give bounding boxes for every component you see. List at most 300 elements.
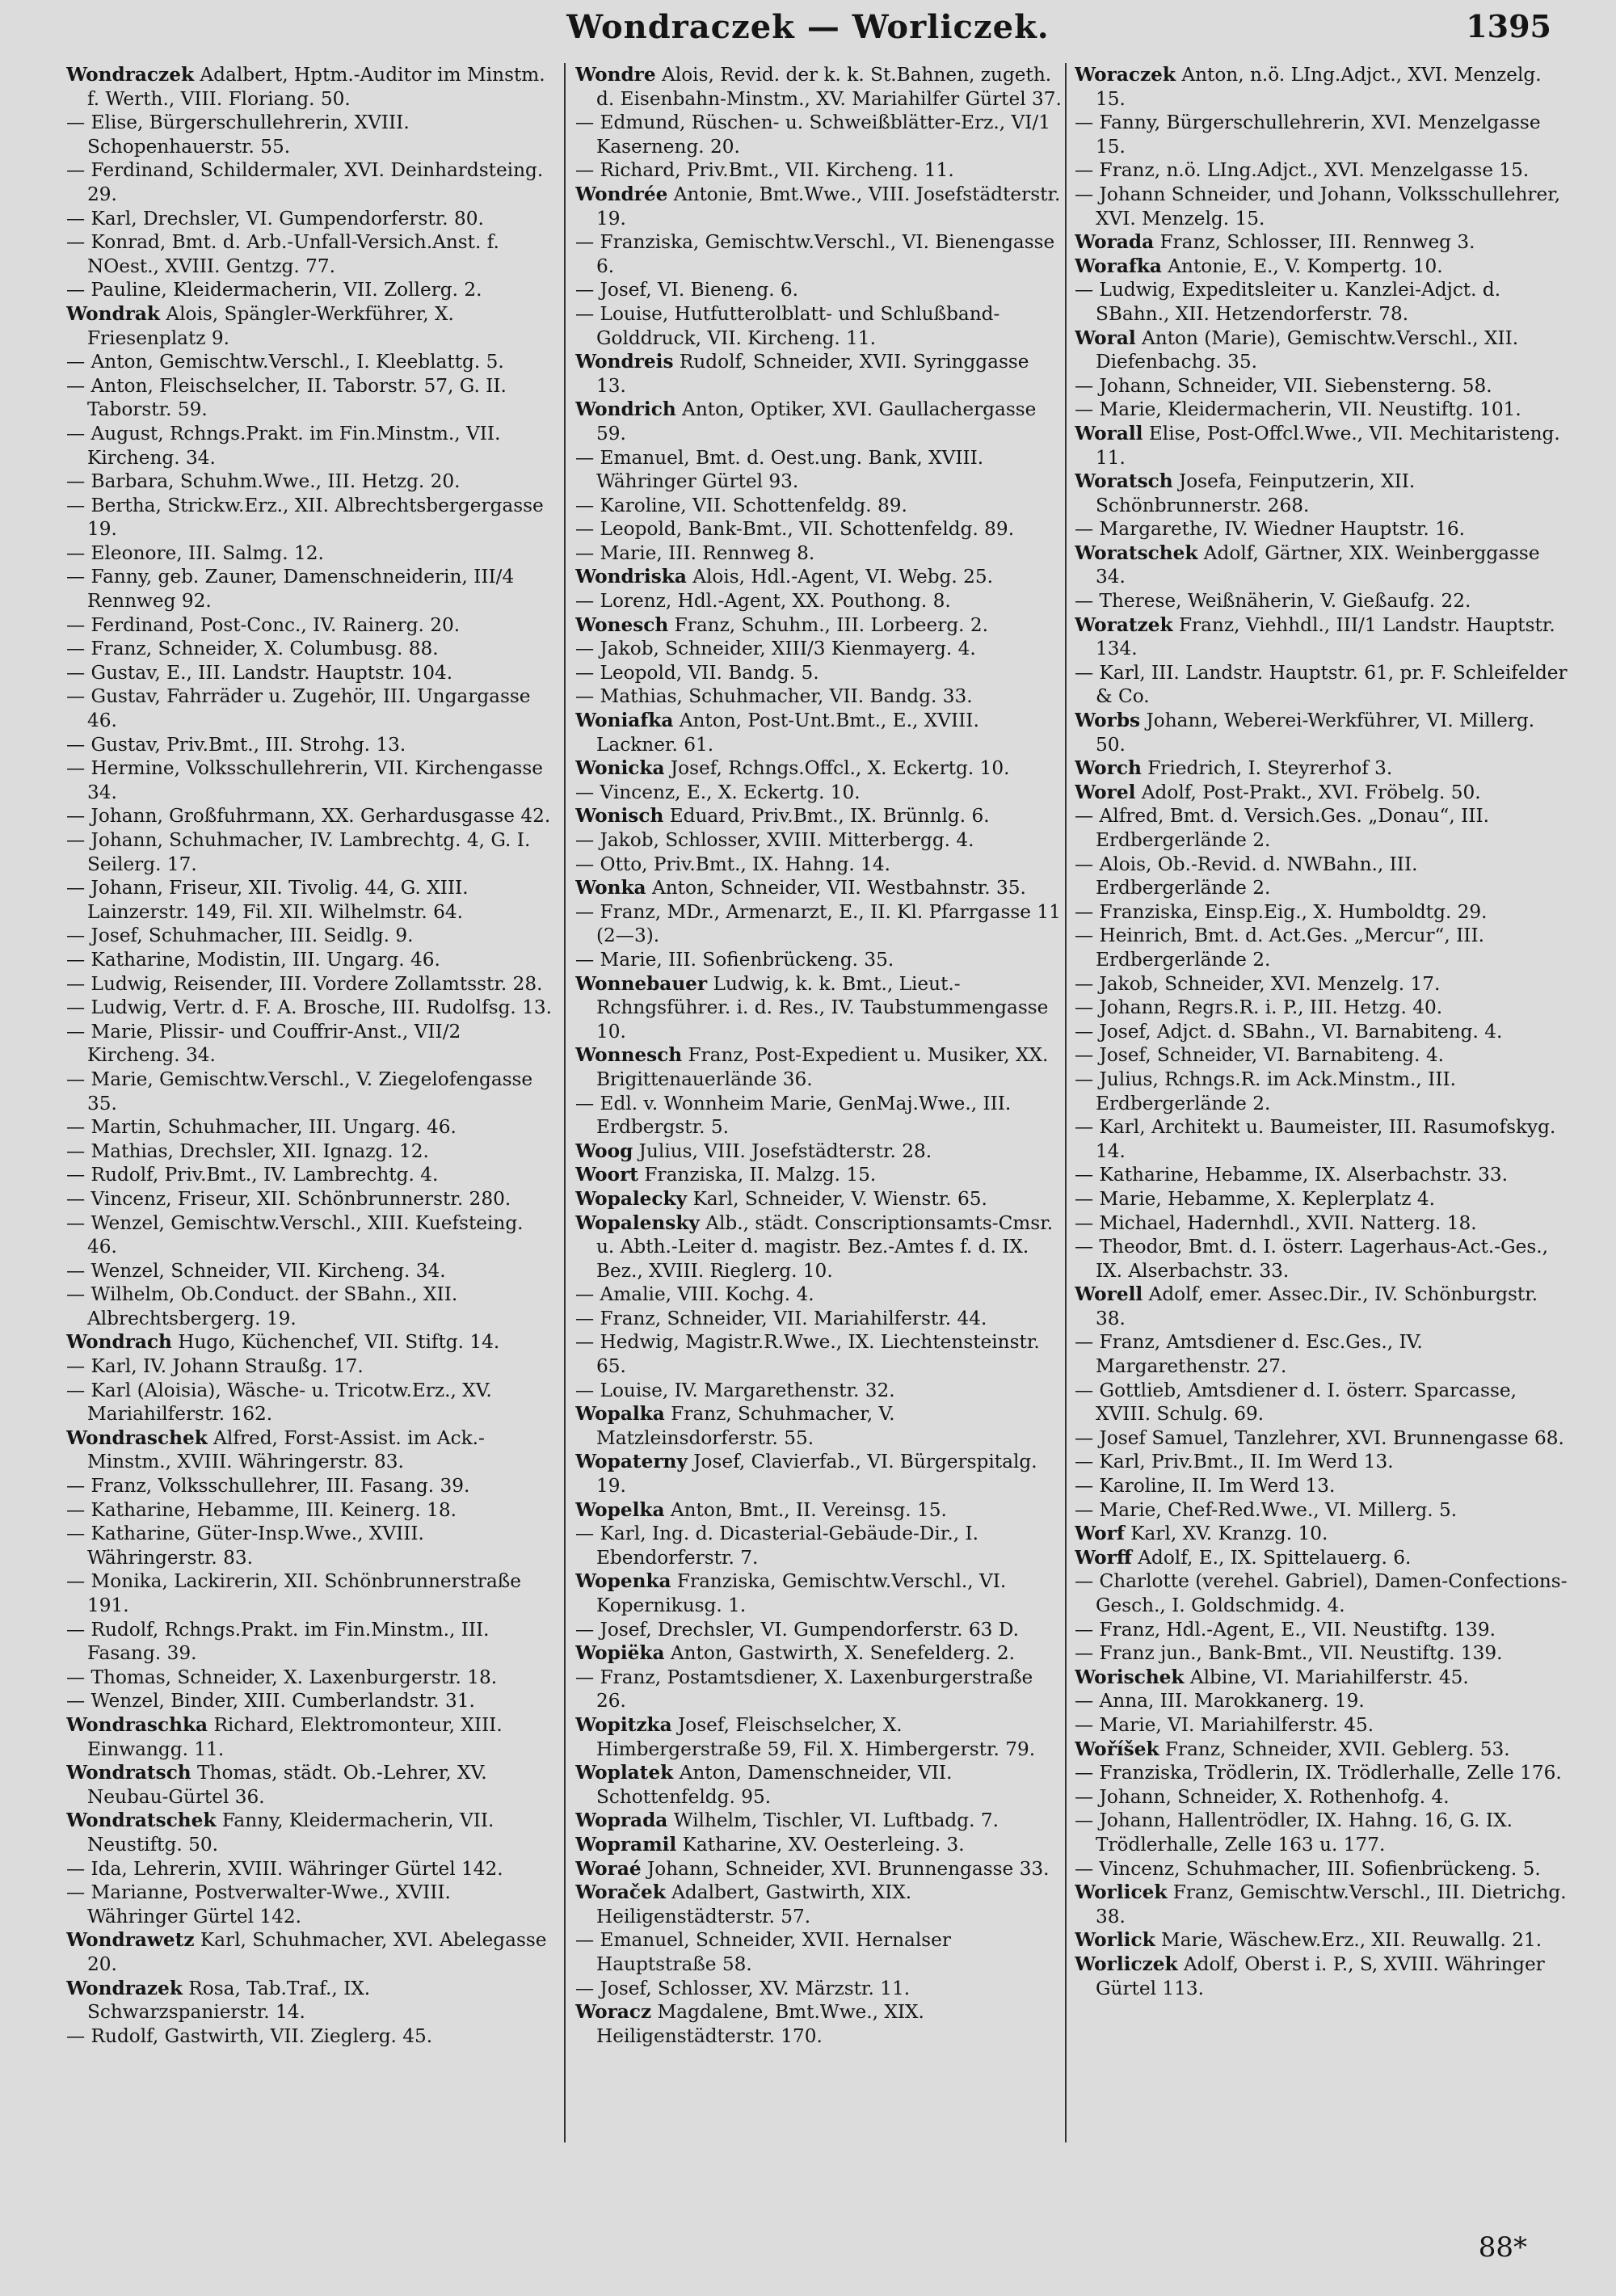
directory-entry [66, 1713, 555, 1761]
entry-text: — Johann Schneider, und Johann, Volksschullehrer, XVI. Menzelg. 15. [1075, 183, 1561, 230]
entry-text: Wilhelm, Tischler, VI. Luftbadg. 7. [673, 1809, 999, 1832]
entry-text: Magdalene, Bmt.Wwe., XIX. Heiligenstädterstr. 170. [596, 2001, 924, 2047]
directory-entry [1075, 756, 1568, 781]
directory-entry [1075, 63, 1568, 111]
directory-entry [66, 541, 555, 566]
directory-entry [66, 828, 555, 876]
directory-entry [575, 1163, 1064, 1187]
entry-text: Anton, Bmt., II. Vereinsg. 15. [670, 1498, 947, 1521]
entry-text: — Alois, Ob.-Revid. d. NWBahn., III. Erdbergerlände 2. [1075, 853, 1418, 899]
directory-entry [66, 1259, 555, 1283]
directory-entry [66, 613, 555, 638]
entry-text: — Marie, VI. Mariahilferstr. 45. [1075, 1713, 1374, 1736]
entry-text: Adolf, E., IX. Spittelauerg. 6. [1138, 1546, 1412, 1569]
page-header [0, 5, 1616, 53]
entry-surname: Wondraczek [66, 64, 195, 86]
entry-text: Franz, Schuhmacher, V. Matzleinsdorferstr. 55. [596, 1403, 895, 1449]
directory-entry [575, 661, 1064, 685]
directory-entry [66, 1569, 555, 1617]
printer-signature: 88* [1478, 2231, 1527, 2264]
entry-text: — Edmund, Rüschen- u. Schweißblätter-Erz., VI/1 Kaserneng. 20. [575, 112, 1050, 158]
entry-text: — Leopold, VII. Bandg. 5. [575, 661, 819, 684]
entry-text: — Franz, Schneider, VII. Mariahilferstr. 44. [575, 1307, 987, 1329]
directory-entry [575, 828, 1064, 853]
entry-text: — Josef, Schneider, VI. Barnabiteng. 4. [1075, 1044, 1444, 1067]
entry-text: — Emanuel, Schneider, XVII. Hernalser Hauptstraße 58. [575, 1929, 951, 1975]
entry-text: — Katharine, Hebamme, IX. Alserbachstr. 33. [1075, 1164, 1508, 1186]
directory-entry [575, 1043, 1064, 1091]
directory-entry [66, 494, 555, 541]
directory-entry [1075, 1450, 1568, 1474]
entry-text: Friedrich, I. Steyrerhof 3. [1147, 757, 1393, 780]
entry-text: — Rudolf, Priv.Bmt., IV. Lambrechtg. 4. [66, 1164, 439, 1186]
directory-entry [1075, 996, 1568, 1020]
entry-text: — Marie, Kleidermacherin, VII. Neustiftg. 101. [1075, 398, 1521, 421]
directory-entry [1075, 1235, 1568, 1283]
entry-surname: Wopalecky [575, 1187, 688, 1210]
entry-text: Franz, Schneider, XVII. Geblerg. 53. [1164, 1738, 1510, 1760]
directory-entry [1075, 1761, 1568, 1785]
directory-entry [575, 1450, 1064, 1498]
directory-entry [66, 1857, 555, 1881]
directory-entry [66, 924, 555, 948]
entry-text: — August, Rchngs.Prakt. im Fin.Minstm., VII. Kircheng. 34. [66, 422, 501, 469]
entry-surname: Wonnebauer [575, 972, 708, 995]
directory-entry [66, 1761, 555, 1809]
entry-text: Johann, Weberei-Werkführer, VI. Millerg. 50. [1096, 710, 1535, 756]
entry-text: Franziska, Gemischtw.Verschl., VI. Kopernikusg. 1. [596, 1570, 1007, 1616]
column-divider [1065, 63, 1067, 2142]
entry-text: Marie, Wäschew.Erz., XII. Reuwallg. 21. [1161, 1929, 1542, 1952]
entry-text: — Marie, III. Rennweg 8. [575, 541, 815, 564]
entry-text: — Katharine, Hebamme, III. Keinerg. 18. [66, 1498, 457, 1521]
directory-entry [575, 565, 1064, 589]
directory-entry [575, 1881, 1064, 1928]
entry-text: — Vincenz, Schuhmacher, III. Sofienbrückeng. 5. [1075, 1857, 1541, 1880]
entry-surname: Worff [1075, 1546, 1132, 1569]
entry-text: Adalbert, Gastwirth, XIX. Heiligenstädterstr. 57. [596, 1881, 912, 1927]
directory-entry [1075, 374, 1568, 398]
directory-entry [575, 1761, 1064, 1809]
directory-entry [575, 398, 1064, 445]
entry-text: Rosa, Tab.Traf., IX. Schwarzspanierstr. 14. [87, 1977, 371, 2024]
entry-text: Alois, Revid. der k. k. St.Bahnen, zugeth. d. Eisenbahn-Minstm., XV. Mariahilfer Gürtel 37. [596, 64, 1062, 110]
directory-entry [575, 589, 1064, 613]
entry-text: Anton, Gastwirth, X. Senefelderg. 2. [670, 1642, 1015, 1665]
entry-surname: Worf [1075, 1523, 1125, 1545]
entry-text: — Marie, III. Sofienbrückeng. 35. [575, 948, 894, 971]
entry-text: — Franz, MDr., Armenarzt, E., II. Kl. Pfarrgasse 11 (2—3). [575, 900, 1061, 947]
directory-entry [66, 948, 555, 972]
entry-text: — Josef Samuel, Tanzlehrer, XVI. Brunnengasse 68. [1075, 1426, 1564, 1449]
entry-text: — Edl. v. Wonnheim Marie, GenMaj.Wwe., III. Erdbergstr. 5. [575, 1092, 1012, 1139]
directory-entry [1075, 111, 1568, 158]
directory-entry [575, 1713, 1064, 1761]
entry-text: — Rudolf, Rchngs.Prakt. im Fin.Minstm., III. Fasang. 39. [66, 1618, 490, 1665]
entry-surname: Wopenka [575, 1570, 671, 1593]
entry-text: — Johann, Großfuhrmann, XX. Gerhardusgasse 42. [66, 805, 551, 828]
directory-entry [66, 756, 555, 804]
directory-entry [575, 1330, 1064, 1378]
directory-entry [575, 1928, 1064, 1976]
directory-entry [1075, 1713, 1568, 1738]
entry-surname: Wondre [575, 64, 656, 86]
directory-entry [66, 1498, 555, 1523]
directory-entry [1075, 1928, 1568, 1953]
directory-entry [575, 183, 1064, 230]
entry-text: — Josef, Adjct. d. SBahn., VI. Barnabiteng. 4. [1075, 1020, 1503, 1043]
entry-text: — Elise, Bürgerschullehrerin, XVIII. Schopenhauerstr. 55. [66, 112, 410, 158]
directory-entry [575, 853, 1064, 877]
directory-entry [575, 1211, 1064, 1283]
entry-text: Franz, Schlosser, III. Rennweg 3. [1159, 231, 1475, 254]
entry-surname: Wondrée [575, 183, 668, 205]
entry-surname: Wopalensky [575, 1211, 700, 1234]
directory-entry [575, 613, 1064, 638]
directory-entry [575, 63, 1064, 111]
directory-entry [1075, 661, 1568, 709]
directory-entry [1075, 804, 1568, 852]
entry-text: — Franz, Volksschullehrer, III. Fasang. 39. [66, 1475, 470, 1498]
entry-surname: Wonisch [575, 805, 664, 828]
directory-entry [66, 1140, 555, 1164]
entry-surname: Worliczek [1075, 1953, 1178, 1975]
directory-entry [575, 1522, 1064, 1569]
entry-surname: Wondrach [66, 1331, 172, 1354]
entry-surname: Wopitzka [575, 1713, 672, 1736]
entry-surname: Wonicka [575, 757, 665, 780]
entry-surname: Woort [575, 1164, 639, 1186]
entry-surname: Wopaterny [575, 1451, 688, 1473]
directory-entry [575, 1641, 1064, 1666]
entry-text: Anton, Damenschneider, VII. Schottenfeldg. 95. [596, 1762, 953, 1808]
entry-text: Katharine, XV. Oesterleing. 3. [682, 1833, 965, 1856]
entry-text: — Karl, Priv.Bmt., II. Im Werd 13. [1075, 1451, 1394, 1473]
entry-text: — Thomas, Schneider, X. Laxenburgerstr. 18. [66, 1666, 498, 1688]
entry-text: Adolf, emer. Assec.Dir., IV. Schönburgstr. 38. [1096, 1283, 1538, 1329]
directory-entry [575, 1618, 1064, 1642]
entry-text: Johann, Schneider, XVI. Brunnengasse 33. [646, 1857, 1050, 1880]
directory-entry [66, 1928, 555, 1976]
directory-entry [575, 2000, 1064, 2048]
directory-entry [66, 470, 555, 494]
directory-entry [1075, 278, 1568, 326]
directory-entry [575, 900, 1064, 948]
entry-text: Josef, Fleischselcher, X. Himbergerstraße 59, Fil. X. Himbergerstr. 79. [596, 1713, 1036, 1760]
entry-text: Adolf, Oberst i. P., S, XVIII. Währinger Gürtel 113. [1096, 1953, 1545, 1999]
directory-entry [575, 781, 1064, 805]
directory-entry [66, 1426, 555, 1474]
directory-entry [66, 278, 555, 302]
directory-entry [1075, 1618, 1568, 1642]
directory-entry [1075, 470, 1568, 517]
directory-entry [66, 1115, 555, 1140]
directory-entry [66, 1354, 555, 1379]
column-2 [575, 63, 1064, 2175]
entry-text: — Johann, Regrs.R. i. P., III. Hetzg. 40. [1075, 996, 1443, 1019]
entry-text: — Jakob, Schneider, XVI. Menzelg. 17. [1075, 972, 1441, 995]
entry-text: — Wilhelm, Ob.Conduct. der SBahn., XII. Albrechtsbergerg. 19. [66, 1283, 458, 1329]
entry-text: — Margarethe, IV. Wiedner Hauptstr. 16. [1075, 518, 1466, 541]
directory-entry [1075, 1641, 1568, 1666]
entry-text: Josef, Rchngs.Offcl., X. Eckertg. 10. [670, 757, 1010, 780]
directory-entry [66, 996, 555, 1020]
directory-entry [1075, 1187, 1568, 1211]
directory-entry [1075, 853, 1568, 900]
directory-entry [1075, 1163, 1568, 1187]
entry-text: — Katharine, Güter-Insp.Wwe., XVIII. Währingerstr. 83. [66, 1523, 424, 1569]
entry-text: — Gustav, Priv.Bmt., III. Strohg. 13. [66, 733, 406, 756]
directory-entry [66, 1163, 555, 1187]
entry-text: — Karoline, VII. Schottenfeldg. 89. [575, 494, 907, 516]
entry-text: Karl, Schuhmacher, XVI. Abelegasse 20. [87, 1929, 547, 1975]
entry-text: — Monika, Lackirerin, XII. Schönbrunnerstraße 191. [66, 1570, 522, 1616]
entry-text: — Richard, Priv.Bmt., VII. Kircheng. 11. [575, 159, 954, 182]
directory-entry [66, 637, 555, 661]
entry-text: — Anton, Gemischtw.Verschl., I. Kleeblattg. 5. [66, 351, 504, 373]
entry-surname: Woniafka [575, 710, 674, 732]
entry-text: — Leopold, Bank-Bmt., VII. Schottenfeldg. 89. [575, 518, 1015, 541]
directory-entry [575, 1809, 1064, 1833]
directory-entry [66, 207, 555, 231]
directory-entry [1075, 541, 1568, 589]
directory-entry [66, 302, 555, 350]
entry-text: — Josef, Schuhmacher, III. Seidlg. 9. [66, 925, 414, 947]
directory-entry [575, 111, 1064, 158]
directory-entry [66, 1881, 555, 1928]
entry-surname: Woral [1075, 326, 1136, 349]
entry-text: — Ludwig, Reisender, III. Vordere Zollamtsstr. 28. [66, 972, 543, 995]
directory-entry [1075, 1474, 1568, 1498]
entry-surname: Woracz [575, 2001, 652, 2024]
directory-entry [66, 1522, 555, 1569]
entry-text: — Marie, Plissir- und Couffrir-Anst., VII/2 Kircheng. 34. [66, 1020, 461, 1067]
entry-text: — Michael, Hadernhdl., XVII. Natterg. 18. [1075, 1211, 1477, 1234]
entry-text: — Therese, Weißnäherin, V. Gießaufg. 22. [1075, 590, 1471, 613]
directory-entry [1075, 1211, 1568, 1236]
directory-entry [575, 1307, 1064, 1331]
entry-text: Julius, VIII. Josefstädterstr. 28. [638, 1140, 932, 1162]
page-number: 1395 [1466, 8, 1551, 44]
entry-text: Albine, VI. Mariahilferstr. 45. [1189, 1666, 1469, 1688]
directory-entry [66, 374, 555, 422]
entry-surname: Woratschek [1075, 541, 1198, 564]
directory-entry [575, 948, 1064, 972]
entry-surname: Worischek [1075, 1666, 1185, 1688]
entry-surname: Wopramil [575, 1833, 677, 1856]
entry-text: — Hermine, Volksschullehrerin, VII. Kirchengasse 34. [66, 757, 543, 803]
entry-text: — Karl, Ing. d. Dicasterial-Gebäude-Dir., I. Ebendorferstr. 7. [575, 1523, 978, 1569]
entry-text: — Martin, Schuhmacher, III. Ungarg. 46. [66, 1116, 457, 1139]
entry-text: — Emanuel, Bmt. d. Oest.ung. Bank, XVIII. Währinger Gürtel 93. [575, 446, 984, 493]
directory-entry [1075, 183, 1568, 230]
entry-text: — Barbara, Schuhm.Wwe., III. Hetzg. 20. [66, 470, 461, 493]
entry-text: Adalbert, Hptm.-Auditor im Minstm. f. Werth., VIII. Floriang. 50. [87, 64, 545, 110]
directory-entry [66, 804, 555, 828]
entry-surname: Wondraschek [66, 1426, 208, 1449]
entry-text: Antonie, E., V. Kompertg. 10. [1168, 255, 1443, 277]
directory-entry [66, 63, 555, 111]
directory-entry [1075, 1689, 1568, 1713]
directory-entry [575, 1379, 1064, 1403]
directory-entry [66, 685, 555, 732]
entry-text: — Karl, III. Landstr. Hauptstr. 61, pr. F. Schleifelder & Co. [1075, 661, 1568, 708]
entry-text: — Eleonore, III. Salmg. 12. [66, 541, 324, 564]
directory-entry [575, 637, 1064, 661]
entry-surname: Wondriska [575, 566, 687, 588]
entry-surname: Wopelka [575, 1498, 665, 1521]
entry-text: — Alfred, Bmt. d. Versich.Ges. „Donau“, III. Erdbergerlände 2. [1075, 805, 1489, 851]
directory-entry [575, 876, 1064, 900]
directory-entry [575, 230, 1064, 278]
entry-text: Josef, Clavierfab., VI. Bürgerspitalg. 19. [596, 1451, 1037, 1498]
directory-entry [1075, 1666, 1568, 1690]
entry-text: Franz, Viehhdl., III/1 Landstr. Hauptstr. 134. [1096, 613, 1555, 660]
entry-surname: Wondrazek [66, 1977, 183, 1999]
directory-entry [1075, 1498, 1568, 1523]
directory-entry [575, 1498, 1064, 1523]
entry-surname: Wondratschek [66, 1809, 217, 1832]
entry-text: — Fanny, Bürgerschullehrerin, XVI. Menzelgasse 15. [1075, 112, 1541, 158]
directory-entry [1075, 1881, 1568, 1928]
entry-surname: Wonesch [575, 613, 669, 636]
entry-text: — Otto, Priv.Bmt., IX. Hahng. 14. [575, 853, 890, 875]
entry-text: Alfred, Forst-Assist. im Ack.-Minstm., XVIII. Währingerstr. 83. [87, 1426, 485, 1473]
entry-text: — Johann, Hallentrödler, IX. Hahng. 16, G. IX. Trödlerhalle, Zelle 163 u. 177. [1075, 1809, 1513, 1856]
directory-entry [66, 230, 555, 278]
directory-entry [1075, 781, 1568, 805]
directory-entry [575, 685, 1064, 709]
directory-entry [66, 1283, 555, 1330]
entry-surname: Worbs [1075, 710, 1141, 732]
entry-text: — Mathias, Drechsler, XII. Ignazg. 12. [66, 1140, 429, 1162]
directory-entry [1075, 1857, 1568, 1881]
directory-entry [66, 1666, 555, 1690]
entry-text: — Karl, Architekt u. Baumeister, III. Rasumofskyg. 14. [1075, 1116, 1556, 1162]
directory-entry [66, 1187, 555, 1211]
directory-entry [1075, 613, 1568, 661]
entry-text: — Amalie, VIII. Kochg. 4. [575, 1283, 814, 1306]
directory-entry [1075, 1569, 1568, 1617]
directory-entry [66, 1211, 555, 1259]
directory-entry [575, 517, 1064, 541]
directory-entry [575, 1283, 1064, 1307]
directory-entry [66, 733, 555, 757]
directory-entry [66, 1474, 555, 1498]
entry-text: Alb., städt. Conscriptionsamts-Cmsr. u. Abth.-Leiter d. magistr. Bez.-Amtes f. d. IX. Bez., XVIII. Rieglerg. 10. [596, 1211, 1054, 1282]
directory-entry [66, 1068, 555, 1115]
directory-entry [66, 2024, 555, 2049]
entry-text: — Hedwig, Magistr.R.Wwe., IX. Liechtensteinstr. 65. [575, 1331, 1040, 1378]
entry-text: — Karl (Aloisia), Wäsche- u. Tricotw.Erz., XV. Mariahilferstr. 162. [66, 1379, 492, 1426]
directory-entry [575, 541, 1064, 566]
entry-surname: Woplatek [575, 1762, 674, 1784]
entry-surname: Worada [1075, 231, 1155, 254]
directory-entry [575, 278, 1064, 302]
entry-text: Alois, Hdl.-Agent, VI. Webg. 25. [692, 566, 994, 588]
directory-entry [1075, 422, 1568, 470]
directory-entry [66, 1330, 555, 1354]
entry-text: — Johann, Friseur, XII. Tivolig. 44, G. XIII. Lainzerstr. 149, Fil. XII. Wilhelmstr. 64. [66, 877, 469, 923]
directory-entry [1075, 972, 1568, 996]
directory-entry [575, 302, 1064, 350]
entry-text: Thomas, städt. Ob.-Lehrer, XV. Neubau-Gürtel 36. [87, 1762, 487, 1808]
entry-text: — Franz, Hdl.-Agent, E., VII. Neustiftg. 139. [1075, 1618, 1496, 1641]
directory-entry [1075, 517, 1568, 541]
entry-text: — Bertha, Strickw.Erz., XII. Albrechtsbergergasse 19. [66, 494, 544, 541]
entry-surname: Woraé [575, 1857, 642, 1880]
directory-entry [575, 1092, 1064, 1140]
entry-text: — Josef, Schlosser, XV. Märzstr. 11. [575, 1977, 911, 1999]
entry-text: — Ludwig, Vertr. d. F. A. Brosche, III. Rudolfsg. 13. [66, 996, 553, 1019]
directory-entry [1075, 1522, 1568, 1546]
entry-text: — Konrad, Bmt. d. Arb.-Unfall-Versich.Anst. f. NOest., XVIII. Gentzg. 77. [66, 231, 499, 277]
entry-text: Adolf, Post-Prakt., XVI. Fröbelg. 50. [1141, 781, 1481, 803]
entry-surname: Wondrawetz [66, 1929, 195, 1952]
entry-surname: Wopalka [575, 1403, 665, 1426]
directory-entry [66, 1977, 555, 2024]
entry-text: — Ferdinand, Post-Conc., IV. Rainerg. 20. [66, 613, 461, 636]
entry-text: — Karoline, II. Im Werd 13. [1075, 1475, 1336, 1498]
entry-surname: Worafka [1075, 255, 1162, 277]
entry-text: — Rudolf, Gastwirth, VII. Zieglerg. 45. [66, 2024, 433, 2047]
entry-surname: Wonka [575, 877, 646, 899]
directory-entry [1075, 1020, 1568, 1044]
entry-text: Fanny, Kleidermacherin, VII. Neustiftg. 50. [87, 1809, 494, 1856]
directory-entry [575, 756, 1064, 781]
entry-text: Ludwig, k. k. Bmt., Lieut.-Rchngsführer. i. d. Res., IV. Taubstummengasse 10. [596, 972, 1049, 1043]
entry-text: — Franz, Amtsdiener d. Esc.Ges., IV. Margarethenstr. 27. [1075, 1331, 1423, 1378]
entry-text: — Gottlieb, Amtsdiener d. I. österr. Sparcasse, XVIII. Schulg. 69. [1075, 1379, 1517, 1426]
entry-text: Franz, Schuhm., III. Lorbeerg. 2. [674, 613, 989, 636]
entry-text: Anton, Optiker, XVI. Gaullachergasse 59. [596, 398, 1037, 444]
entry-surname: Wopiëka [575, 1642, 665, 1665]
directory-entry [1075, 1068, 1568, 1115]
entry-surname: Woraczek [1075, 64, 1176, 86]
entry-text: — Marie, Hebamme, X. Keplerplatz 4. [1075, 1187, 1435, 1210]
directory-entry [1075, 1043, 1568, 1068]
directory-entry [1075, 1283, 1568, 1330]
directory-entry [66, 350, 555, 374]
directory-entry [575, 494, 1064, 518]
entry-text: — Ludwig, Expeditsleiter u. Kanzlei-Adjct. d. SBahn., XII. Hetzendorferstr. 78. [1075, 279, 1501, 325]
entry-text: — Ida, Lehrerin, XVIII. Währinger Gürtel 142. [66, 1857, 503, 1880]
directory-entry [575, 1833, 1064, 1857]
entry-text: Karl, XV. Kranzg. 10. [1130, 1523, 1328, 1545]
entry-text: — Josef, VI. Bieneng. 6. [575, 279, 799, 301]
entry-text: — Franz, Schneider, X. Columbusg. 88. [66, 638, 439, 660]
directory-entry [66, 661, 555, 685]
directory-entry [575, 1666, 1064, 1713]
entry-text: — Heinrich, Bmt. d. Act.Ges. „Mercur“, III. Erdbergerlände 2. [1075, 925, 1485, 971]
entry-text: — Wenzel, Schneider, VII. Kircheng. 34. [66, 1259, 446, 1282]
entry-text: — Anton, Fleischselcher, II. Taborstr. 57, G. II. Taborstr. 59. [66, 374, 507, 421]
directory-entry [575, 1140, 1064, 1164]
directory-entry [575, 446, 1064, 494]
directory-entry [575, 804, 1064, 828]
entry-text: — Mathias, Schuhmacher, VII. Bandg. 33. [575, 685, 973, 708]
entry-surname: Worall [1075, 422, 1143, 444]
directory-entry [66, 158, 555, 206]
entry-text: — Franz jun., Bank-Bmt., VII. Neustiftg. 139. [1075, 1642, 1503, 1665]
directory-entry [1075, 1953, 1568, 2000]
column-1 [66, 63, 555, 2175]
entry-text: Anton, Post-Unt.Bmt., E., XVIII. Lackner. 61. [596, 710, 979, 756]
entry-text: — Louise, IV. Margarethenstr. 32. [575, 1379, 895, 1401]
entry-text: — Ferdinand, Schildermaler, XVI. Deinhardsteing. 29. [66, 159, 544, 205]
entry-surname: Worch [1075, 757, 1142, 780]
directory-entry [66, 1379, 555, 1426]
